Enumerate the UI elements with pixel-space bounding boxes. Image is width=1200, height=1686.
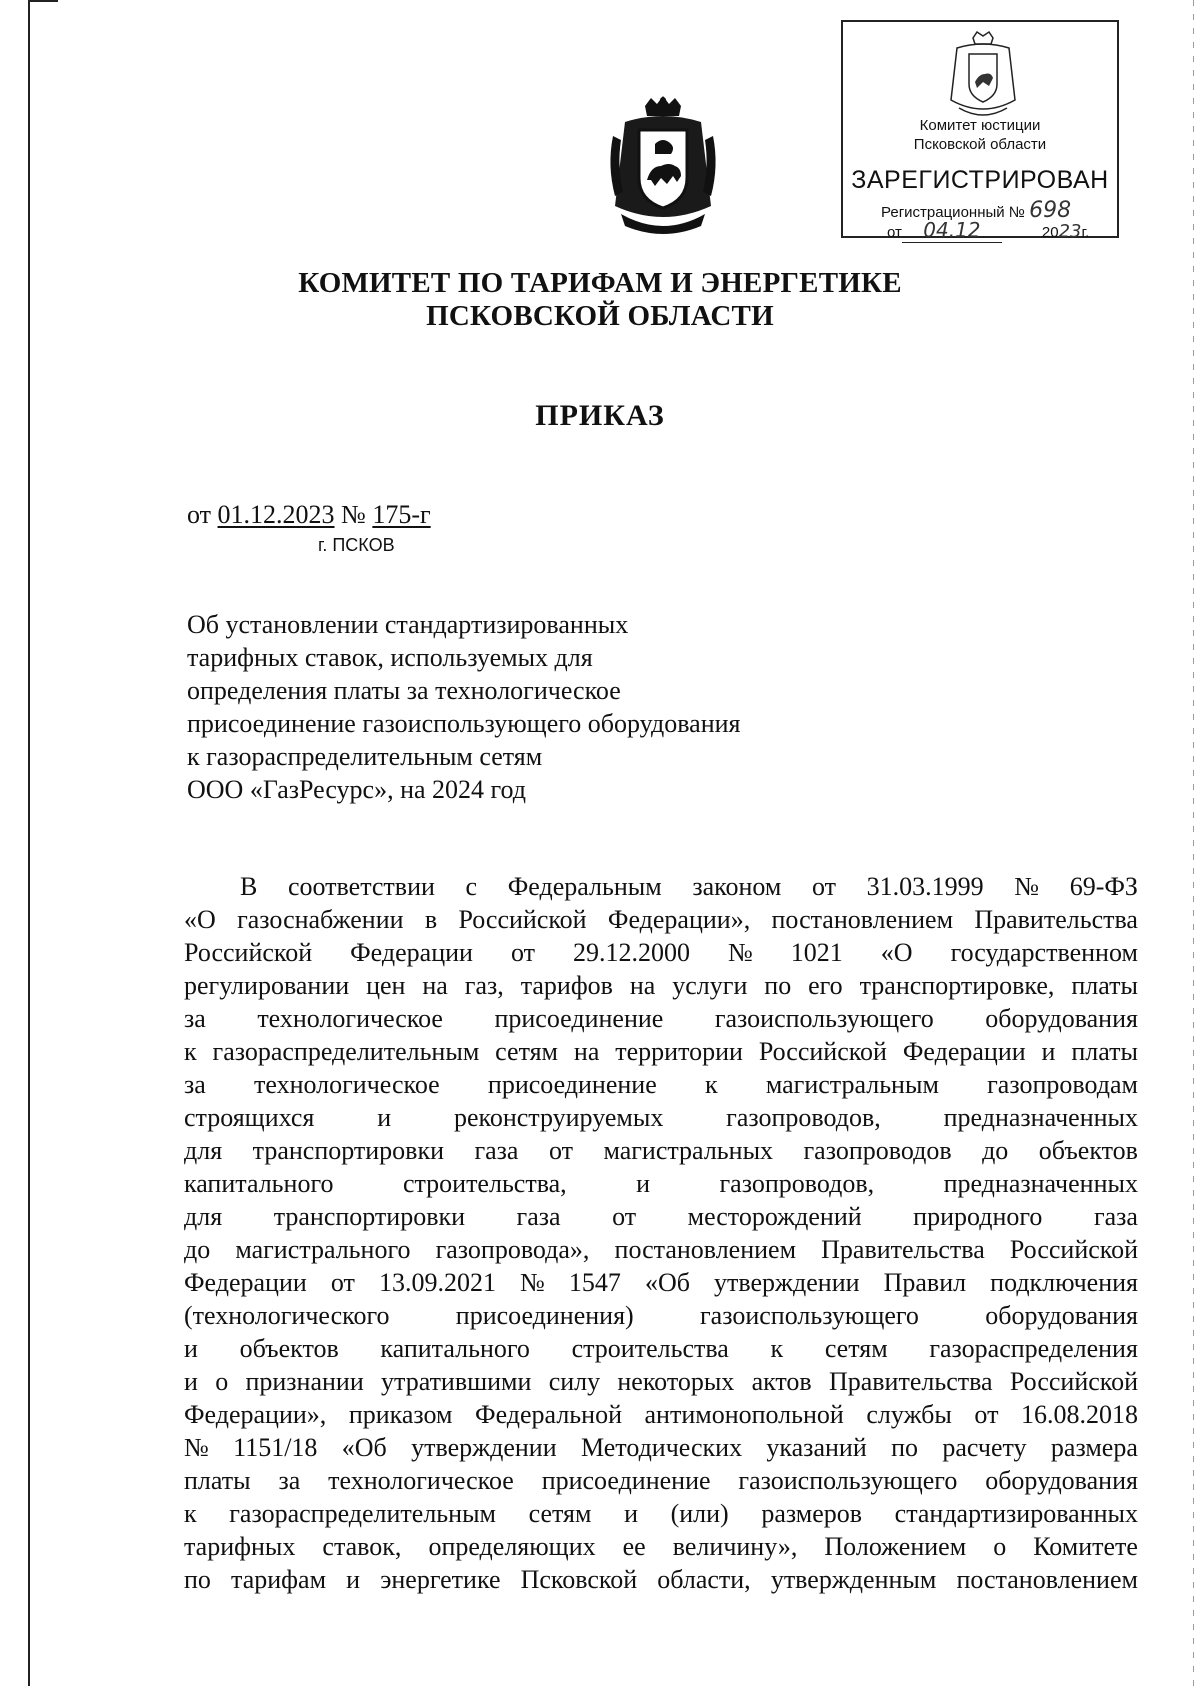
stamp-status: ЗАРЕГИСТРИРОВАН bbox=[851, 166, 1109, 194]
body-line: для транспортировки газа от месторождений природного газа bbox=[184, 1202, 1138, 1231]
body-line: к газораспределительным сетям и (или) размеров стандартизированных bbox=[184, 1499, 1138, 1528]
body-line: № 1151/18 «Об утверждении Методических указаний по расчету размера bbox=[184, 1433, 1138, 1462]
body-line: (технологического присоединения) газоиспользующего оборудования bbox=[184, 1301, 1138, 1330]
registration-stamp bbox=[841, 20, 1119, 242]
stamp-org-line-1: Комитет юстиции bbox=[919, 117, 1041, 134]
stamp-emblem-icon bbox=[945, 30, 1021, 122]
body-line: регулировании цен на газ, тарифов на услуги по его транспортировке, платы bbox=[184, 971, 1138, 1000]
stamp-date-row bbox=[887, 218, 1089, 243]
body-line: за технологическое присоединение газоиспользующего оборудования bbox=[184, 1004, 1138, 1033]
organization-title-line-1: КОМИТЕТ ПО ТАРИФАМ И ЭНЕРГЕТИКЕ bbox=[298, 267, 902, 299]
subject-line: Об установлении стандартизированных bbox=[187, 610, 629, 639]
stamp-reg-number: 698 bbox=[1029, 198, 1072, 223]
subject-line: присоединение газоиспользующего оборудования bbox=[187, 709, 741, 738]
subject-line: определения платы за технологическое bbox=[187, 676, 621, 705]
stamp-date-suffix: г. bbox=[1081, 224, 1090, 241]
body-line: Российской Федерации от 29.12.2000 № 1021 «О государственном bbox=[184, 938, 1138, 967]
body-line: Федерации от 13.09.2021 № 1547 «Об утверждении Правил подключения bbox=[184, 1268, 1138, 1297]
page-left-edge bbox=[28, 0, 30, 1686]
stamp-org-line-2: Псковской области bbox=[913, 136, 1047, 153]
body-line: строящихся и реконструируемых газопроводов, предназначенных bbox=[184, 1103, 1138, 1132]
page-corner-mark bbox=[28, 0, 58, 12]
order-number-prefix: № bbox=[334, 500, 373, 529]
stamp-reg-label: Регистрационный № bbox=[881, 204, 1025, 221]
body-line: тарифных ставок, определяющих ее величину», Положением о Комитете bbox=[184, 1532, 1138, 1561]
body-line: к газораспределительным сетям на территории Российской Федерации и платы bbox=[184, 1037, 1138, 1066]
subject-line: ООО «ГазРесурс», на 2024 год bbox=[187, 775, 527, 804]
order-subject bbox=[187, 608, 741, 806]
order-city: г. ПСКОВ bbox=[318, 535, 395, 555]
order-number: 175-г bbox=[372, 500, 431, 529]
body-line: до магистрального газопровода», постановлением Правительства Российской bbox=[184, 1235, 1138, 1264]
stamp-date-day-month: 04.12 bbox=[902, 218, 1002, 243]
order-body bbox=[184, 870, 1138, 1596]
stamp-date-prefix: от bbox=[887, 224, 902, 241]
order-date-number bbox=[187, 500, 431, 530]
body-line: и о признании утратившими силу некоторых актов Правительства Российской bbox=[184, 1367, 1138, 1396]
body-line: В соответствии с Федеральным законом от 31.03.1999 № 69-ФЗ bbox=[240, 872, 1138, 901]
organization-title-line-2: ПСКОВСКОЙ ОБЛАСТИ bbox=[426, 300, 774, 332]
stamp-date-year-suffix: 23 bbox=[1058, 221, 1082, 242]
coat-of-arms-icon bbox=[605, 96, 721, 238]
body-line: капитального строительства, и газопроводов, предназначенных bbox=[184, 1169, 1138, 1198]
page-right-edge bbox=[1193, 0, 1194, 1686]
body-line: Федерации», приказом Федеральной антимонопольной службы от 16.08.2018 bbox=[184, 1400, 1138, 1429]
body-line: по тарифам и энергетике Псковской области, утвержденным постановлением bbox=[184, 1565, 1138, 1594]
body-line: для транспортировки газа от магистральных газопроводов до объектов bbox=[184, 1136, 1138, 1165]
body-line: за технологическое присоединение к магистральным газопроводам bbox=[184, 1070, 1138, 1099]
stamp-date-gap bbox=[1002, 236, 1042, 237]
subject-line: к газораспределительным сетям bbox=[187, 742, 543, 771]
order-date: 01.12.2023 bbox=[217, 500, 335, 529]
body-line: «О газоснабжении в Российской Федерации», постановлением Правительства bbox=[184, 905, 1138, 934]
stamp-date-year-prefix: 20 bbox=[1041, 224, 1059, 241]
document-type: ПРИКАЗ bbox=[535, 399, 665, 432]
order-date-prefix: от bbox=[187, 500, 218, 529]
body-line: и объектов капитального строительства к сетям газораспределения bbox=[184, 1334, 1138, 1363]
body-line: платы за технологическое присоединение газоиспользующего оборудования bbox=[184, 1466, 1138, 1495]
subject-line: тарифных ставок, используемых для bbox=[187, 643, 593, 672]
